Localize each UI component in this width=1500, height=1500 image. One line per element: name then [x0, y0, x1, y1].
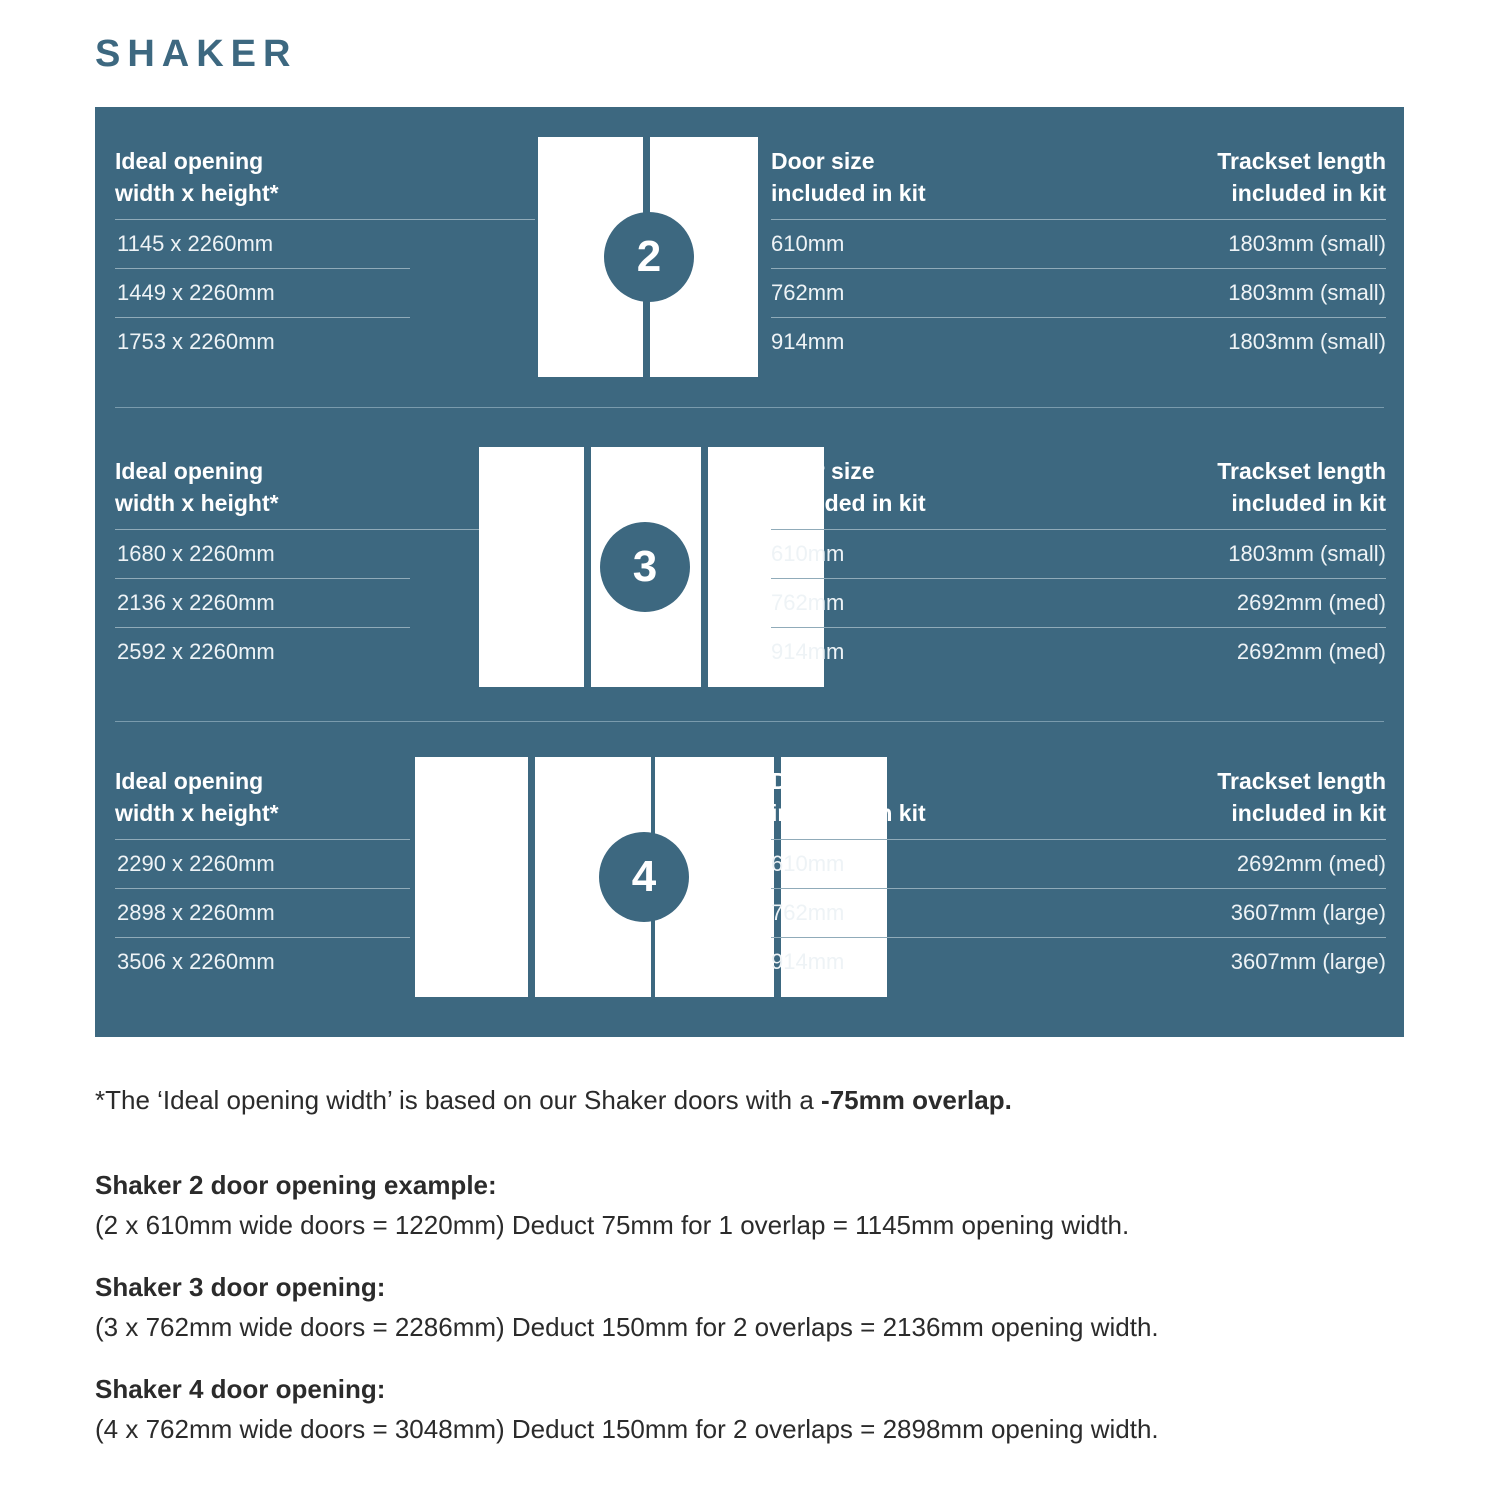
example-body: (2 x 610mm wide doors = 1220mm) Deduct 75mm for 1 overlap = 1145mm opening width. — [95, 1210, 1130, 1240]
door-size-value: 914mm — [771, 639, 845, 664]
ideal-opening-header-3: Ideal opening width x height* — [115, 458, 279, 516]
door-size-value: 762mm — [771, 900, 845, 925]
trackset-value: 2692mm (med) — [1236, 851, 1386, 876]
trackset-header: Trackset length included in kit — [1217, 768, 1386, 826]
example-body: (3 x 762mm wide doors = 2286mm) Deduct 150mm for 2 overlaps = 2136mm opening width. — [95, 1312, 1159, 1342]
door-count-badge-4: 4 — [599, 832, 689, 922]
trackset-value: 1803mm (small) — [1228, 541, 1386, 566]
kit-row — [771, 220, 1386, 268]
example-shaker-3 — [95, 1267, 1415, 1347]
ideal-opening-header-2: Ideal opening width x height* — [115, 148, 279, 206]
kit-row — [771, 938, 1386, 986]
example-title: Shaker 4 door opening: — [95, 1374, 386, 1404]
example-body: (4 x 762mm wide doors = 3048mm) Deduct 150mm for 2 overlaps = 2898mm opening width. — [95, 1414, 1159, 1444]
door-size-value: 762mm — [771, 590, 845, 615]
trackset-value: 3607mm (large) — [1230, 900, 1386, 925]
block-divider — [115, 721, 1384, 722]
kit-row — [771, 269, 1386, 317]
opening-value: 1449 x 2260mm — [117, 280, 275, 305]
door-size-value: 914mm — [771, 329, 845, 354]
kit-row — [771, 889, 1386, 937]
example-title: Shaker 2 door opening example: — [95, 1170, 497, 1200]
opening-value: 1753 x 2260mm — [117, 329, 275, 354]
door-panel — [415, 757, 528, 997]
door-size-value: 762mm — [771, 280, 845, 305]
kit-headers-4 — [771, 765, 1386, 839]
ideal-opening-header-4: Ideal opening width x height* — [115, 768, 279, 826]
trackset-value: 3607mm (large) — [1230, 949, 1386, 974]
footnote — [95, 1085, 1012, 1116]
kit-row — [771, 840, 1386, 888]
kit-columns-2 — [771, 145, 1386, 366]
door-size-value: 610mm — [771, 541, 845, 566]
opening-value: 1145 x 2260mm — [117, 231, 274, 256]
kit-row — [771, 318, 1386, 366]
trackset-value: 1803mm (small) — [1228, 329, 1386, 354]
trackset-value: 1803mm (small) — [1228, 280, 1386, 305]
block-divider — [115, 407, 1384, 408]
door-count-badge-2: 2 — [604, 212, 694, 302]
ideal-opening-column-2 — [115, 145, 535, 366]
door-count-badge-3: 3 — [600, 522, 690, 612]
kit-row — [771, 628, 1386, 676]
opening-value: 3506 x 2260mm — [117, 949, 275, 974]
opening-value: 2592 x 2260mm — [117, 639, 275, 664]
examples-section — [95, 1165, 1415, 1471]
door-size-header: Door size included in kit — [771, 148, 926, 206]
door-panel — [479, 447, 584, 687]
footnote-text: *The ‘Ideal opening width’ is based on our Shaker doors with a — [95, 1085, 822, 1115]
ideal-opening-column-3 — [115, 455, 535, 676]
trackset-header: Trackset length included in kit — [1217, 458, 1386, 516]
kit-headers-2 — [771, 145, 1386, 219]
opening-value: 2136 x 2260mm — [117, 590, 275, 615]
kit-headers-3 — [771, 455, 1386, 529]
opening-value: 1680 x 2260mm — [117, 541, 275, 566]
door-size-value: 610mm — [771, 851, 845, 876]
trackset-value: 2692mm (med) — [1236, 590, 1386, 615]
page-title: SHAKER — [95, 33, 298, 75]
spec-panel — [95, 107, 1404, 1037]
kit-row — [771, 579, 1386, 627]
door-size-value: 914mm — [771, 949, 845, 974]
door-size-header: Door size included in kit — [771, 768, 926, 826]
trackset-value: 2692mm (med) — [1236, 639, 1386, 664]
kit-row — [771, 530, 1386, 578]
spec-block-shaker-4 — [95, 727, 1404, 1027]
trackset-value: 1803mm (small) — [1228, 231, 1386, 256]
footnote-bold: -75mm overlap. — [821, 1085, 1012, 1115]
kit-columns-4 — [771, 765, 1386, 986]
door-size-header: Door size included in kit — [771, 458, 926, 516]
kit-columns-3 — [771, 455, 1386, 676]
trackset-header: Trackset length included in kit — [1217, 148, 1386, 206]
example-title: Shaker 3 door opening: — [95, 1272, 386, 1302]
door-size-value: 610mm — [771, 231, 845, 256]
opening-value: 2898 x 2260mm — [117, 900, 275, 925]
example-shaker-2 — [95, 1165, 1415, 1245]
opening-value: 2290 x 2260mm — [117, 851, 275, 876]
spec-block-shaker-2 — [95, 107, 1404, 407]
example-shaker-4 — [95, 1369, 1415, 1449]
spec-block-shaker-3 — [95, 417, 1404, 717]
